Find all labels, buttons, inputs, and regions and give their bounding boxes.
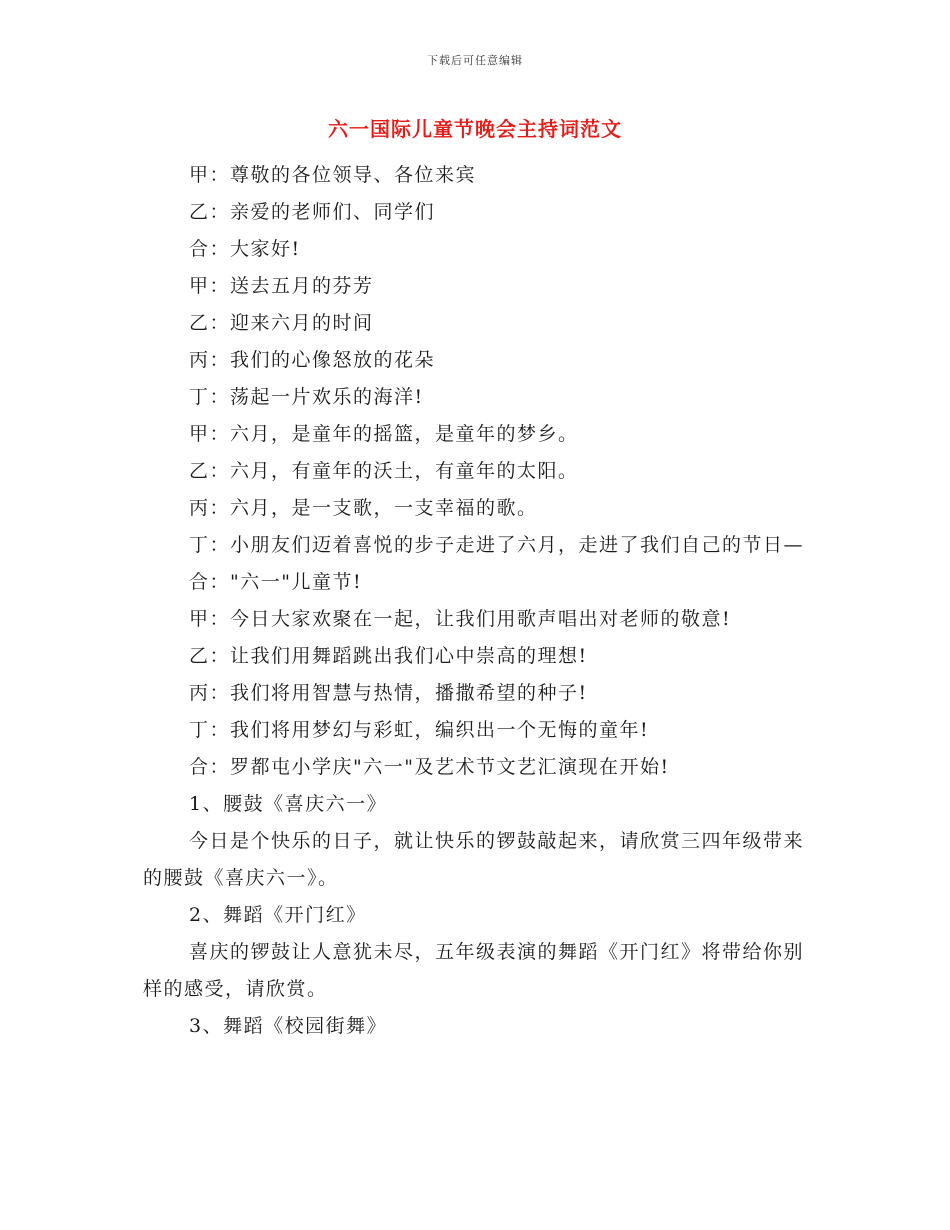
header-note: 下载后可任意编辑 (427, 54, 523, 67)
paragraph: 丙：六月，是一支歌，一支幸福的歌。 (189, 497, 538, 519)
paragraph: 合："六一"儿童节! (189, 571, 363, 593)
paragraph: 丙：我们的心像怒放的花朵 (189, 349, 436, 371)
paragraph: 合：大家好! (189, 238, 301, 260)
paragraph: 甲：六月，是童年的摇篮，是童年的梦乡。 (189, 423, 579, 445)
paragraph: 甲：送去五月的芬芳 (189, 275, 374, 297)
document-title: 六一国际儿童节晚会主持词范文 (328, 117, 622, 141)
paragraph: 合：罗都屯小学庆"六一"及艺术节文艺汇演现在开始! (189, 756, 670, 778)
paragraph: 乙：亲爱的老师们、同学们 (189, 201, 436, 223)
paragraph: 丁：小朋友们迈着喜悦的步子走进了六月，走进了我们自己的节日— (189, 534, 805, 556)
paragraph: 乙：让我们用舞蹈跳出我们心中崇高的理想! (189, 645, 588, 667)
paragraph: 丙：我们将用智慧与热情，播撒希望的种子! (189, 682, 588, 704)
paragraph: 今日是个快乐的日子，就让快乐的锣鼓敲起来，请欣赏三四年级带来的腰鼓《喜庆六一》。 (143, 830, 805, 889)
paragraph: 3、舞蹈《校园街舞》 (189, 1015, 388, 1037)
paragraph: 乙：六月，有童年的沃土，有童年的太阳。 (189, 460, 579, 482)
paragraph: 甲：尊敬的各位领导、各位来宾 (189, 164, 477, 186)
paragraph: 丁：我们将用梦幻与彩虹，编织出一个无悔的童年! (189, 719, 650, 741)
paragraph: 喜庆的锣鼓让人意犹未尽，五年级表演的舞蹈《开门红》将带给你别样的感受，请欣赏。 (143, 941, 805, 1000)
paragraph: 丁：荡起一片欢乐的海洋! (189, 386, 424, 408)
paragraph: 乙：迎来六月的时间 (189, 312, 374, 334)
paragraph: 2、舞蹈《开门红》 (189, 904, 367, 926)
document-body (143, 157, 808, 1045)
paragraph: 甲：今日大家欢聚在一起，让我们用歌声唱出对老师的敬意! (189, 608, 732, 630)
paragraph: 1、腰鼓《喜庆六一》 (189, 793, 388, 815)
